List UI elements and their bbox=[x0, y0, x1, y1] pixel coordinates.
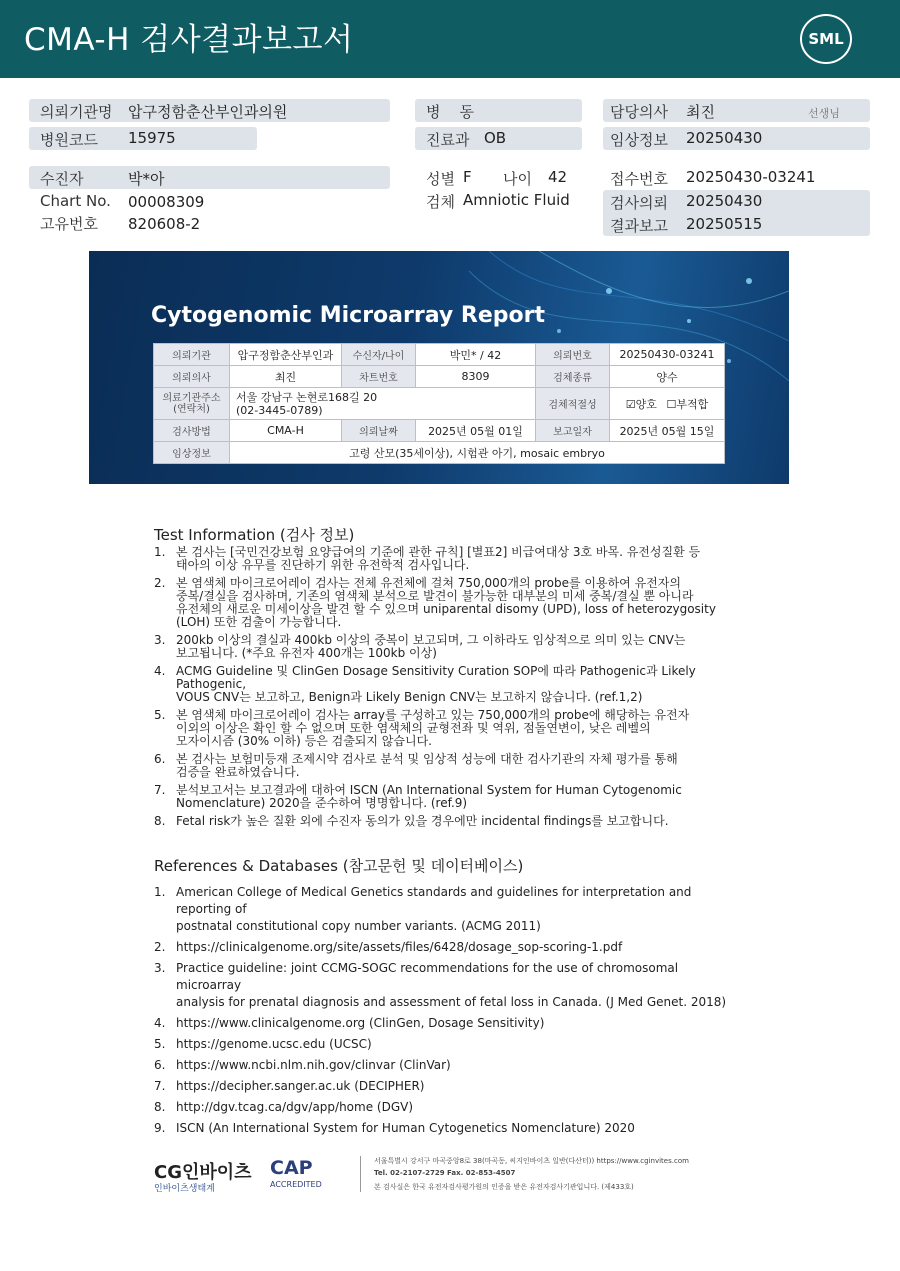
clinical-header: 임상정보 bbox=[154, 442, 230, 464]
references-item-number: 5. bbox=[154, 1037, 166, 1051]
patient-label: 수진자 bbox=[40, 170, 84, 188]
cg-invites-sub: 인바이츠생태계 bbox=[154, 1184, 215, 1194]
inst-header: 의뢰기관 bbox=[154, 344, 230, 366]
report-value: 20250515 bbox=[686, 215, 763, 233]
adequacy-good: 양호 bbox=[635, 397, 657, 411]
inst-value: 압구정함춘산부인과 bbox=[230, 344, 342, 366]
references-item-number: 4. bbox=[154, 1016, 166, 1030]
references-item-number: 6. bbox=[154, 1058, 166, 1072]
references-item-line: analysis for prenatal diagnosis and assessment of fetal loss in Canada. (J Med Genet. 2018) bbox=[176, 995, 727, 1009]
footer-tel: Tel. 02-2107-2729 Fax. 02-853-4507 bbox=[374, 1169, 516, 1177]
cap-accredited: ACCREDITED bbox=[270, 1180, 322, 1189]
references-item bbox=[154, 1057, 734, 1074]
test-info-item-line: (LOH) 또한 검출이 가능합니다. bbox=[176, 615, 342, 629]
footer-divider bbox=[360, 1156, 361, 1192]
addr-line1: 서울 강남구 논현로168길 20 bbox=[236, 390, 378, 404]
test-info-item-line: 본 염색체 마이크로어레이 검사는 array를 구성하고 있는 750,000개의 probe에 해당하는 유전자 bbox=[176, 708, 690, 722]
references-item bbox=[154, 1120, 734, 1137]
adequacy-bad: 부적합 bbox=[676, 397, 709, 411]
chart-value: 00008309 bbox=[128, 193, 205, 211]
age-value: 42 bbox=[548, 168, 568, 186]
specimen-label: 검체 bbox=[426, 193, 455, 211]
doctor-value-cell: 최진 bbox=[230, 366, 342, 388]
doctor-header: 의뢰의사 bbox=[154, 366, 230, 388]
references-item-line: https://clinicalgenome.org/site/assets/files/6428/dosage_sop-scoring-1.pdf bbox=[176, 940, 623, 954]
references-item-line: https://www.ncbi.nlm.nih.gov/clinvar (ClinVar) bbox=[176, 1058, 451, 1072]
unchecked-box-icon: ☐ bbox=[666, 397, 677, 411]
dept-label: 진료과 bbox=[426, 131, 470, 149]
footer-address: 서울특별시 강서구 마곡중앙8로 38(마곡동, 씨지인바이츠 일반(다산터)) https://www.cginvites.com bbox=[374, 1157, 689, 1165]
request-value: 20250430 bbox=[686, 192, 763, 210]
footer-note: 본 검사실은 한국 유전자검사평가원의 인증을 받은 유전자검사기관입니다. (제433호) bbox=[374, 1183, 634, 1191]
addr-header-line2: (연락처) bbox=[173, 403, 210, 415]
cg-invites-logo: CG인바이츠 bbox=[154, 1162, 252, 1183]
test-info-item-line: 200kb 이상의 결실과 400kb 이상의 중복이 보고되며, 그 이하라도 임상적으로 의미 있는 CNV는 bbox=[176, 633, 686, 647]
test-info-heading: Test Information (검사 정보) bbox=[154, 526, 355, 544]
references-item-line: Practice guideline: joint CCMG-SOGC recommendations for the use of chromosomal microarray bbox=[176, 961, 679, 992]
institution-value: 압구정함춘산부인과의원 bbox=[128, 103, 288, 121]
report-label: 결과보고 bbox=[610, 217, 668, 235]
references-item-line: https://www.clinicalgenome.org (ClinGen, Dosage Sensitivity) bbox=[176, 1016, 545, 1030]
test-info-item-line: Nomenclature) 2020을 준수하여 명명합니다. (ref.9) bbox=[176, 796, 468, 810]
reqdate-header: 의뢰날짜 bbox=[342, 420, 416, 442]
test-info-item-line: 중복/결실을 검사하며, 기존의 염색체 분석으로 발견이 불가능한 대부분의 미세 중복/결실 뿐 아니라 bbox=[176, 589, 694, 603]
institution-label: 의뢰기관명 bbox=[40, 103, 113, 121]
test-info-item bbox=[154, 634, 734, 660]
doctor-value: 최진 bbox=[686, 103, 715, 121]
test-info-item-line: 보고됩니다. (*주요 유전자 400개는 100kb 이상) bbox=[176, 646, 437, 660]
references-item bbox=[154, 960, 734, 1011]
test-info-item bbox=[154, 577, 734, 629]
clinical-value: 20250430 bbox=[686, 129, 763, 147]
references-item-line: American College of Medical Genetics standards and guidelines for interpretation and reporting of bbox=[176, 885, 692, 916]
sex-label: 성별 bbox=[426, 170, 455, 188]
addr-value bbox=[230, 388, 536, 420]
references-item-line: http://dgv.tcag.ca/dgv/app/home (DGV) bbox=[176, 1100, 414, 1114]
clinical-value-cell: 고령 산모(35세이상), 시험관 아기, mosaic embryo bbox=[230, 442, 725, 464]
repdate-header: 보고일자 bbox=[536, 420, 610, 442]
test-info-item-number: 5. bbox=[154, 708, 166, 722]
references-item-line: https://genome.ucsc.edu (UCSC) bbox=[176, 1037, 372, 1051]
unique-label: 고유번호 bbox=[40, 215, 98, 233]
logo-text: SML bbox=[808, 30, 844, 48]
report-title: CMA-H 검사결과보고서 bbox=[24, 22, 354, 58]
test-info-item bbox=[154, 784, 734, 810]
chart-label: Chart No. bbox=[40, 192, 111, 210]
addr-header-line1: 의료기관주소 bbox=[162, 392, 221, 404]
references-item-number: 2. bbox=[154, 940, 166, 954]
banner-title: Cytogenomic Microarray Report bbox=[151, 303, 545, 328]
sex-value: F bbox=[463, 168, 472, 186]
test-info-item-number: 1. bbox=[154, 545, 166, 559]
sml-logo bbox=[800, 14, 852, 64]
test-info-list bbox=[154, 546, 734, 833]
references-item-line: ISCN (An International System for Human Cytogenetics Nomenclature) 2020 bbox=[176, 1121, 635, 1135]
references-item-number: 9. bbox=[154, 1121, 166, 1135]
age-label: 나이 bbox=[503, 170, 532, 188]
references-item-number: 3. bbox=[154, 961, 166, 975]
chart-value-cell: 8309 bbox=[416, 366, 536, 388]
test-info-item-line: 유전체의 새로운 미세이상을 발견 할 수 있으며 uniparental disomy (UPD), loss of heterozygosity bbox=[176, 602, 716, 616]
ward-label: 병 동 bbox=[426, 103, 475, 121]
test-info-item bbox=[154, 546, 734, 572]
clinical-label: 임상정보 bbox=[610, 131, 668, 149]
unique-value: 820608-2 bbox=[128, 215, 201, 233]
spec-header: 검체종류 bbox=[536, 366, 610, 388]
references-item bbox=[154, 939, 734, 956]
test-info-item bbox=[154, 815, 734, 828]
test-info-item-number: 4. bbox=[154, 664, 166, 678]
method-header: 검사방법 bbox=[154, 420, 230, 442]
reqno-header: 의뢰번호 bbox=[536, 344, 610, 366]
report-header bbox=[0, 0, 900, 78]
doctor-suffix: 선생님 bbox=[808, 107, 840, 120]
receipt-label: 접수번호 bbox=[610, 170, 668, 188]
test-info-item-number: 8. bbox=[154, 814, 166, 828]
adequacy-header: 검체적절성 bbox=[536, 388, 610, 420]
test-info-item-line: 이외의 이상은 확인 할 수 없으며 또한 염색체의 균형전좌 및 역위, 점돌연변이, 낮은 레벨의 bbox=[176, 721, 651, 735]
references-item bbox=[154, 1036, 734, 1053]
test-info-item-line: VOUS CNV는 보고하고, Benign과 Likely Benign CNV는 보고하지 않습니다. (ref.1,2) bbox=[176, 690, 643, 704]
references-item bbox=[154, 884, 734, 935]
test-info-item-number: 3. bbox=[154, 633, 166, 647]
reqno-value: 20250430-03241 bbox=[610, 344, 725, 366]
checked-box-icon: ☑ bbox=[625, 397, 636, 411]
specimen-value: Amniotic Fluid bbox=[463, 191, 570, 209]
repdate-value: 2025년 05월 15일 bbox=[610, 420, 725, 442]
references-heading: References & Databases (참고문헌 및 데이터베이스) bbox=[154, 857, 524, 875]
addr-header bbox=[154, 388, 230, 420]
references-item-number: 8. bbox=[154, 1100, 166, 1114]
receipt-value: 20250430-03241 bbox=[686, 168, 816, 186]
references-item-number: 7. bbox=[154, 1079, 166, 1093]
references-item bbox=[154, 1078, 734, 1095]
test-info-item-line: 본 염색체 마이크로어레이 검사는 전체 유전체에 걸쳐 750,000개의 probe를 이용하여 유전자의 bbox=[176, 576, 681, 590]
reqdate-value: 2025년 05월 01일 bbox=[416, 420, 536, 442]
test-info-item-number: 2. bbox=[154, 576, 166, 590]
test-info-item-line: 태아의 이상 유무를 진단하기 위한 유전학적 검사입니다. bbox=[176, 558, 470, 572]
references-item bbox=[154, 1099, 734, 1116]
test-info-item bbox=[154, 709, 734, 748]
hospital-code-label: 병원코드 bbox=[40, 131, 98, 149]
cma-report-banner bbox=[89, 251, 789, 484]
references-list bbox=[154, 884, 734, 1141]
cap-logo: CAP bbox=[270, 1157, 313, 1179]
hospital-code-value: 15975 bbox=[128, 129, 176, 147]
references-item-line: https://decipher.sanger.ac.uk (DECIPHER) bbox=[176, 1079, 425, 1093]
method-value: CMA-H bbox=[230, 420, 342, 442]
test-info-item-line: 검증을 완료하였습니다. bbox=[176, 765, 300, 779]
test-info-item bbox=[154, 753, 734, 779]
addr-line2: (02-3445-0789) bbox=[236, 403, 323, 417]
test-info-item-line: 모자이시즘 (30% 이하) 등은 검출되지 않습니다. bbox=[176, 734, 432, 748]
test-info-item-line: 본 검사는 [국민건강보험 요양급여의 기준에 관한 규칙] [별표2] 비급여대상 3호 바목. 유전성질환 등 bbox=[176, 545, 701, 559]
test-info-item-line: 분석보고서는 보고결과에 대하여 ISCN (An International System for Human Cytogenomic bbox=[176, 783, 682, 797]
test-info-item-number: 7. bbox=[154, 783, 166, 797]
patient-value: 박*아 bbox=[128, 170, 165, 188]
patient-header: 수신자/나이 bbox=[342, 344, 416, 366]
test-info-item bbox=[154, 665, 734, 704]
test-info-item-line: Fetal risk가 높은 질환 외에 수진자 동의가 있을 경우에만 incidental findings를 보고합니다. bbox=[176, 814, 669, 828]
references-item-number: 1. bbox=[154, 885, 166, 899]
patient-age-value: 박민* / 42 bbox=[416, 344, 536, 366]
test-info-item-line: 본 검사는 보험미등재 조제시약 검사로 분석 및 임상적 성능에 대한 검사기관의 자체 평가를 통해 bbox=[176, 752, 678, 766]
references-item bbox=[154, 1015, 734, 1032]
spec-value: 양수 bbox=[610, 366, 725, 388]
report-summary-table bbox=[153, 343, 725, 464]
request-label: 검사의뢰 bbox=[610, 194, 668, 212]
test-info-item-number: 6. bbox=[154, 752, 166, 766]
dept-value: OB bbox=[484, 129, 507, 147]
adequacy-value bbox=[610, 388, 725, 420]
doctor-label: 담당의사 bbox=[610, 103, 668, 121]
references-item-line: postnatal constitutional copy number variants. (ACMG 2011) bbox=[176, 919, 541, 933]
chart-header: 차트번호 bbox=[342, 366, 416, 388]
test-info-item-line: ACMG Guideline 및 ClinGen Dosage Sensitivity Curation SOP에 따라 Pathogenic과 Likely Pathogenic, bbox=[176, 664, 696, 691]
